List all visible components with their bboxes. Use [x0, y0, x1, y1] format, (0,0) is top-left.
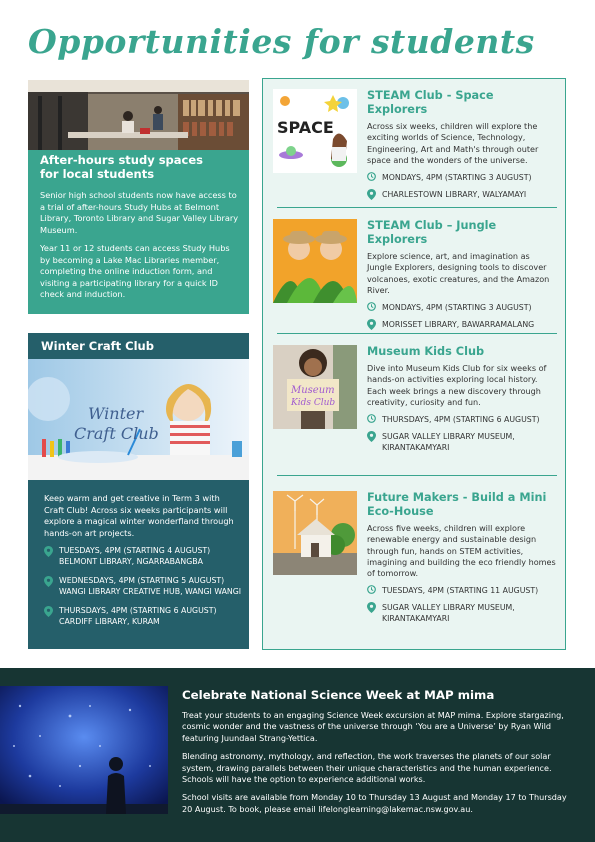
space-image-text: SPACE [277, 118, 334, 137]
winter-sessions-list [44, 545, 244, 635]
location-pin-icon [44, 576, 53, 587]
club-location [367, 431, 557, 453]
science-paragraph-3: School visits are available from Monday 10 to Thursday 13 August and Monday 17 to Thursday 20 August. To book, please email lifelonglearning@lakemac.nsw.gov.au. [182, 792, 567, 814]
club-time-text: MONDAYS, 4PM (STARTING 3 AUGUST) [382, 173, 532, 183]
club-divider [277, 207, 557, 208]
club-museum-kids [273, 345, 557, 471]
club-location-text: MORISSET LIBRARY, BAWARRAMALANG [382, 320, 535, 330]
eco-house-image [273, 491, 357, 575]
club-description: Across five weeks, children will explore renewable energy and sustainable design through fun, hands on STEM activities, imagining and building the eco friendly homes of tomorrow. [367, 523, 556, 579]
location-pin-icon [367, 319, 376, 330]
club-time-text: THURSDAYS, 4PM (STARTING 6 AUGUST) [382, 415, 540, 425]
club-title: STEAM Club – Jungle Explorers [367, 219, 497, 246]
location-pin-icon [367, 602, 376, 613]
science-week-title: Celebrate National Science Week at MAP mima [182, 688, 495, 702]
study-spaces-heading [28, 150, 224, 188]
clock-icon [367, 414, 376, 423]
club-description: Dive into Museum Kids Club for six weeks of hands-on activities exploring local history. Each week brings a new discovery through creativity, curiosity and fun. [367, 363, 547, 407]
club-location [367, 189, 557, 200]
club-description: Across six weeks, children will explore the exciting worlds of Science, Technology, Engineering, Art and Math's through outer space and the wonders of the universe. [367, 121, 539, 165]
winter-session-location: BELMONT LIBRARY, NGARRABANGBA [59, 557, 203, 566]
winter-craft-card [28, 333, 249, 649]
clock-icon [367, 172, 376, 181]
club-location-text: SUGAR VALLEY LIBRARY MUSEUM, KIRANTAKAMYARI [382, 432, 515, 453]
winter-session-time: THURSDAYS, 4PM (STARTING 6 AUGUST) [59, 606, 217, 615]
club-time-text: MONDAYS, 4PM (STARTING 3 AUGUST) [382, 303, 532, 313]
winter-session-location: WANGI LIBRARY CREATIVE HUB, WANGI WANGI [59, 587, 242, 596]
club-location [367, 319, 557, 330]
club-title: Future Makers - Build a Mini Eco-House [367, 491, 547, 518]
winter-session [44, 605, 244, 627]
club-jungle-explorers [273, 219, 557, 331]
club-location-text: SUGAR VALLEY LIBRARY MUSEUM, KIRANTAKAMYARI [382, 603, 515, 624]
museum-kids-image [273, 345, 357, 429]
page-title: Opportunities for students [28, 22, 535, 61]
location-pin-icon [367, 189, 376, 200]
clock-icon [367, 585, 376, 594]
clubs-panel [262, 78, 566, 650]
science-paragraph-2: Blending astronomy, mythology, and reflection, the work traverses the planets of our solar system, drawing parallels between their unique characteristics and the human experience. Schools will have the option to experience additional works. [182, 751, 552, 785]
future-makers-text [367, 491, 557, 630]
space-explorers-text [367, 89, 557, 206]
study-spaces-card [28, 80, 249, 314]
winter-session [44, 545, 244, 567]
study-heading-line-1: After-hours study spaces [40, 153, 203, 167]
club-description: Explore science, art, and imagination as Jungle Explorers, designing tools to discover volcanoes, exotic creatures, and the Amazon River. [367, 251, 550, 295]
science-week-photo [0, 686, 168, 814]
location-pin-icon [44, 546, 53, 557]
winter-craft-body: Keep warm and get creative in Term 3 with Craft Club! Across six weeks participants will explore a magical winter wonderfland through hands-on art projects. [44, 493, 234, 538]
clock-icon [367, 302, 376, 311]
club-location-text: CHARLESTOWN LIBRARY, WALYAMAYI [382, 190, 527, 200]
winter-image-text-2: Craft Club [74, 424, 159, 443]
location-pin-icon [367, 431, 376, 442]
museum-kids-text [367, 345, 557, 459]
club-time-text: TUESDAYS, 4PM (STARTING 11 AUGUST) [382, 586, 539, 596]
study-heading-line-2: for local students [40, 167, 155, 181]
club-location [367, 602, 557, 624]
museum-image-text-1: Museum [291, 385, 335, 396]
club-divider [277, 475, 557, 476]
winter-session-time: TUESDAYS, 4PM (STARTING 4 AUGUST) [59, 546, 211, 555]
club-time [367, 414, 557, 425]
science-week-text [182, 688, 574, 822]
winter-session [44, 575, 244, 597]
winter-session-time: WEDNESDAYS, 4PM (STARTING 5 AUGUST) [59, 576, 225, 585]
club-time [367, 172, 557, 183]
jungle-explorers-image [273, 219, 357, 303]
club-title: Museum Kids Club [367, 345, 485, 358]
club-title: STEAM Club - Space Explorers [367, 89, 494, 116]
club-future-makers [273, 491, 557, 641]
club-space-explorers [273, 89, 557, 201]
science-week-banner [0, 668, 595, 842]
museum-image-text-2: Kids Club [291, 398, 336, 408]
jungle-explorers-text [367, 219, 557, 336]
study-paragraph-1: Senior high school students now have access to a trial of after-hours Study Hubs at Belmont Library, Toronto Library and Sugar Valley Library Museum. [40, 190, 239, 235]
club-time [367, 302, 557, 313]
space-explorers-image [273, 89, 357, 173]
location-pin-icon [44, 606, 53, 617]
winter-craft-photo [28, 359, 249, 480]
library-photo [28, 80, 249, 150]
study-spaces-body [40, 190, 242, 308]
winter-craft-heading: Winter Craft Club [41, 339, 154, 353]
science-paragraph-1: Treat your students to an engaging Science Week excursion at MAP mima. Explore stargazing, cosmic wonder and the vastness of the universe through ‘You are a Universe’ by Ryan Wild featuring Juundaal Strang-Yettica. [182, 710, 564, 743]
study-paragraph-2: Year 11 or 12 students can access Study Hubs by becoming a Lake Mac Libraries member, completing the online induction form, and visiting a participating library for a quick ID check and induction. [40, 243, 230, 299]
winter-image-text-1: Winter [88, 404, 144, 423]
club-time [367, 585, 557, 596]
club-divider [277, 333, 557, 334]
winter-session-location: CARDIFF LIBRARY, KURAM [59, 617, 160, 626]
